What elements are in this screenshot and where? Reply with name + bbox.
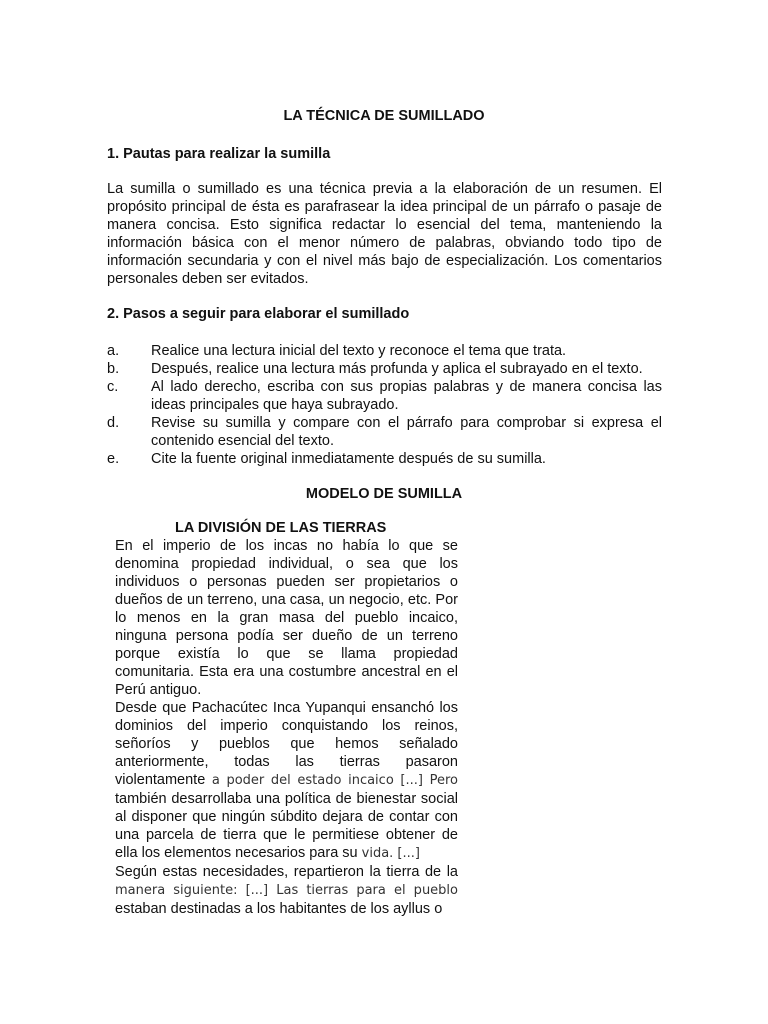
- list-item-text: Al lado derecho, escriba con sus propias palabras y de manera concisa las ideas principales que haya subrayado.: [151, 379, 662, 413]
- section-1-heading: 1. Pautas para realizar la sumilla: [107, 146, 331, 162]
- list-item: [107, 360, 662, 378]
- steps-list: [107, 342, 662, 468]
- document-title: LA TÉCNICA DE SUMILLADO: [283, 108, 485, 124]
- list-item: [107, 450, 662, 468]
- intro-paragraph: La sumilla o sumillado es una técnica previa a la elaboración de un resumen. El propósito principal de ésta es parafrasear la idea principal de un párrafo o pasaje de manera concisa. Esto significa redactar lo esencial del tema, manteniendo la información básica con el menor número de palabras, obviando todo tipo de información secundaria y con el nivel más bajo de especialización. Los comentarios personales deben ser evitados.: [107, 181, 662, 287]
- citation-fragment: manera siguiente: [...] Las tierras para el pueblo: [115, 883, 458, 898]
- section-2-heading: 2. Pasos a seguir para elaborar el sumillado: [107, 306, 410, 322]
- list-marker: e.: [107, 451, 120, 467]
- list-item-text: Cite la fuente original inmediatamente después de su sumilla.: [151, 451, 546, 467]
- citation-fragment: a poder del estado incaico [...] Pero: [211, 773, 458, 788]
- list-marker: b.: [107, 361, 120, 377]
- list-item-text: Revise su sumilla y compare con el párrafo para comprobar si expresa el contenido esencial del texto.: [151, 415, 662, 449]
- list-item: [107, 342, 662, 360]
- list-item: [107, 414, 662, 450]
- list-item-text: Después, realice una lectura más profunda y aplica el subrayado en el texto.: [151, 361, 643, 377]
- model-paragraph-2-text: Desde que Pachacútec Inca Yupanqui ensanchó los dominios del imperio conquistando los reinos, señoríos y pueblos que hemos señalado anteriormente, todas las tierras pasaron violentamente: [115, 700, 458, 788]
- model-heading: MODELO DE SUMILLA: [305, 486, 463, 502]
- model-paragraph-1: En el imperio de los incas no había lo que se denomina propiedad individual, o sea que los individuos o personas pueden ser propietarios o dueños de un terreno, una casa, un negocio, etc. Por lo menos en la gran masa del pueblo incaico, ninguna persona podía ser dueño de un terreno porque existía lo que se llama propiedad comunitaria. Esta era una costumbre ancestral en el Perú antiguo.: [115, 538, 458, 698]
- citation-fragment: vida. [...]: [361, 846, 420, 861]
- list-item: [107, 378, 662, 414]
- list-item-text: Realice una lectura inicial del texto y reconoce el tema que trata.: [151, 343, 567, 359]
- model-paragraph-2: [115, 699, 458, 863]
- list-marker: d.: [107, 415, 120, 431]
- model-paragraph-3: [115, 863, 458, 918]
- model-paragraph-3-text: Según estas necesidades, repartieron la tierra de la: [115, 864, 458, 880]
- model-paragraph-3-text: estaban destinadas a los habitantes de los ayllus o: [115, 901, 443, 917]
- model-paragraph-2-text: también desarrollaba una política de bienestar social al disponer que ningún súbdito dejara de contar con una parcela de tierra que le permitiese obtener de ella los elementos necesarios para su: [115, 791, 458, 861]
- model-subheading: LA DIVISIÓN DE LAS TIERRAS: [175, 520, 387, 536]
- list-marker: a.: [107, 343, 120, 359]
- list-marker: c.: [107, 379, 119, 395]
- model-text-block: [115, 537, 458, 918]
